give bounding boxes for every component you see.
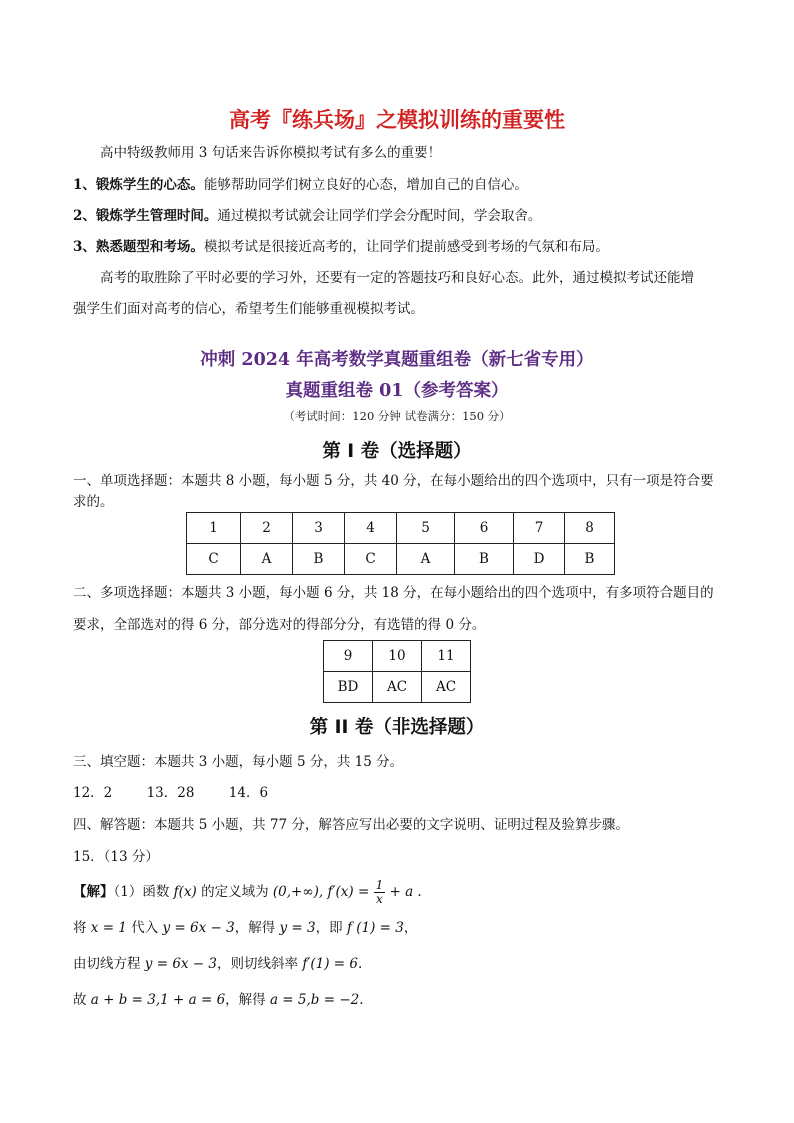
table-cell: C — [187, 544, 241, 575]
solution-text: ， — [403, 920, 418, 936]
solution-line-4 — [73, 990, 364, 1010]
intro-point-2 — [73, 206, 541, 226]
fraction-denominator: x — [375, 892, 383, 906]
table-row-numbers — [187, 513, 615, 544]
math-expr: y = 6x − 3 — [144, 956, 218, 972]
table-row-answers — [187, 544, 615, 575]
table-cell: 11 — [422, 641, 471, 672]
intro-lead: 高中特级教师用 3 句话来告诉你模拟考试有多么的重要！ — [100, 145, 442, 161]
fill-in-answers: 12．2 13．28 14．6 — [73, 785, 269, 801]
solution-text: . — [357, 956, 363, 972]
point-head: 3、熟悉题型和考场。 — [73, 239, 204, 255]
intro-point-3 — [73, 237, 609, 257]
math-expr: (0,+∞), f′(x) = — [272, 884, 374, 900]
exam-note: （考试时间：120 分钟 试卷满分：150 分） — [283, 409, 511, 423]
fraction-numerator: 1 — [375, 878, 384, 892]
table-cell: A — [241, 544, 293, 575]
math-expr: x = 1 — [90, 920, 127, 936]
solution-text: （1）函数 — [113, 884, 174, 900]
fill-in-header: 三、填空题：本题共 3 小题，每小题 5 分，共 15 分。 — [73, 754, 404, 770]
point-text: 模拟考试是很接近高考的，让同学们提前感受到考场的气氛和布局。 — [203, 239, 609, 255]
math-fraction — [374, 879, 386, 906]
single-choice-answer-table — [186, 512, 615, 575]
intro-closing-line1: 高考的取胜除了平时必要的学习外，还要有一定的答题技巧和良好心态。此外，通过模拟考试还能增 — [100, 270, 694, 286]
solution-text: . — [359, 992, 364, 1008]
table-cell: 6 — [455, 513, 514, 544]
math-expr: f′(1) = 6 — [302, 956, 358, 972]
solution-line-2 — [73, 918, 417, 938]
solution-line-3 — [73, 954, 362, 974]
table-cell: 1 — [187, 513, 241, 544]
multi-choice-header-line2: 要求，全部选对的得 6 分，部分选对的得部分分，有选错的得 0 分。 — [73, 617, 486, 633]
part1-title: 第 I 卷（选择题） — [322, 441, 472, 462]
table-cell: 9 — [324, 641, 373, 672]
solution-text: ，即 — [315, 920, 347, 936]
table-cell: B — [455, 544, 514, 575]
solution-text: 由切线方程 — [73, 956, 145, 972]
solve-header: 四、解答题：本题共 5 小题，共 77 分，解答应写出必要的文字说明、证明过程及验算步骤。 — [73, 817, 629, 833]
table-cell: 2 — [241, 513, 293, 544]
point-text: 通过模拟考试就会让同学们学会分配时间，学会取舍。 — [217, 208, 542, 224]
table-cell: 5 — [397, 513, 455, 544]
math-expr: y = 3 — [279, 920, 316, 936]
table-cell: 10 — [373, 641, 422, 672]
solution-text: ，则切线斜率 — [217, 956, 303, 972]
exam-subtitle: 真题重组卷 01（参考答案） — [285, 381, 509, 401]
part2-title: 第 II 卷（非选择题） — [309, 717, 485, 738]
math-expr: y = 6x − 3 — [162, 920, 235, 936]
table-cell: AC — [373, 672, 422, 703]
single-choice-header-line1: 一、单项选择题：本题共 8 小题，每小题 5 分，共 40 分，在每小题给出的四个选项中，只有一项是符合要 — [73, 473, 714, 489]
math-expr: f (1) = 3 — [346, 920, 404, 936]
table-cell: 8 — [565, 513, 615, 544]
single-choice-header-line2: 求的。 — [73, 494, 114, 510]
multi-choice-header-line1: 二、多项选择题：本题共 3 小题，每小题 6 分，共 18 分，在每小题给出的四个选项中，有多项符合题目的 — [73, 585, 714, 601]
question-15-label: 15．（13 分） — [73, 849, 159, 865]
point-head: 1、锻炼学生的心态。 — [73, 177, 204, 193]
math-expr: f(x) — [173, 884, 197, 900]
table-cell: A — [397, 544, 455, 575]
solution-text: 代入 — [126, 920, 163, 936]
table-row-answers — [324, 672, 471, 703]
multi-choice-answer-table — [323, 640, 471, 703]
exam-title: 冲刺 2024 年高考数学真题重组卷（新七省专用） — [200, 350, 594, 370]
math-expr: a = 5,b = −2 — [269, 992, 360, 1008]
table-cell: 7 — [514, 513, 565, 544]
table-cell: 3 — [293, 513, 345, 544]
intro-closing-line2: 强学生们面对高考的信心，希望考生们能够重视模拟考试。 — [73, 301, 424, 317]
solution-text: ，解得 — [225, 992, 270, 1008]
table-cell: AC — [422, 672, 471, 703]
math-expr: + a . — [385, 884, 422, 900]
math-expr: a + b = 3,1 + a = 6 — [90, 992, 226, 1008]
intro-title: 高考『练兵场』之模拟训练的重要性 — [229, 108, 565, 132]
solution-text: 的定义域为 — [196, 884, 273, 900]
table-cell: 4 — [345, 513, 397, 544]
point-head: 2、锻炼学生管理时间。 — [73, 208, 218, 224]
table-cell: B — [293, 544, 345, 575]
solution-tag: 【解】 — [73, 884, 114, 900]
solution-text: 将 — [73, 920, 91, 936]
solution-text: 故 — [73, 992, 91, 1008]
table-cell: C — [345, 544, 397, 575]
solution-line-1 — [73, 877, 422, 907]
table-cell: B — [565, 544, 615, 575]
table-row-numbers — [324, 641, 471, 672]
table-cell: BD — [324, 672, 373, 703]
point-text: 能够帮助同学们树立良好的心态，增加自己的自信心。 — [203, 177, 528, 193]
solution-text: ，解得 — [234, 920, 280, 936]
table-cell: D — [514, 544, 565, 575]
intro-point-1 — [73, 175, 528, 195]
